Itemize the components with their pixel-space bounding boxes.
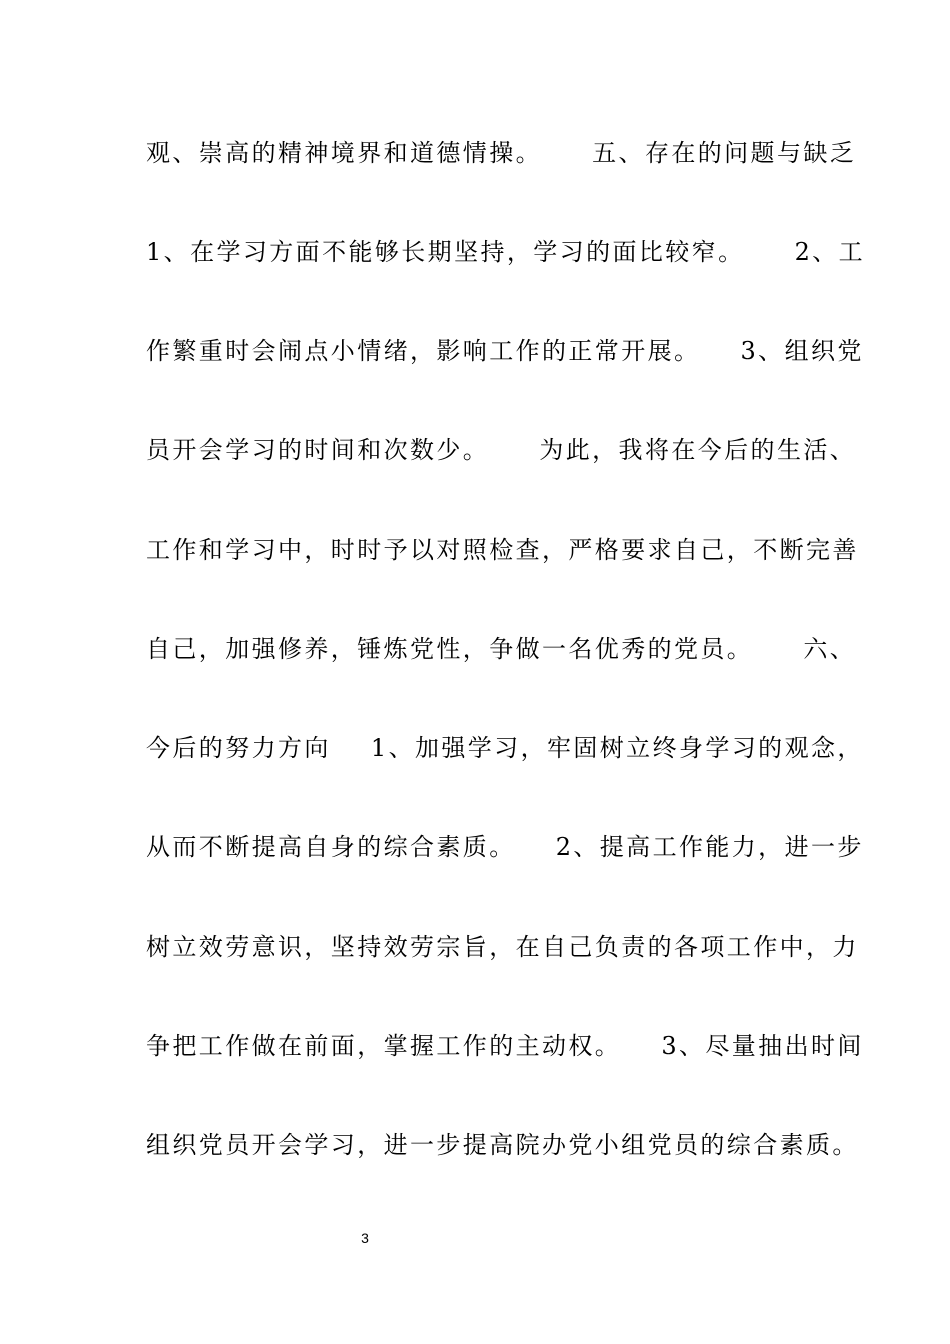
body-text-line: 观、崇高的精神境界和道德情操。 五、存在的问题与缺乏	[146, 139, 857, 167]
body-text-line: 员开会学习的时间和次数少。 为此，我将在今后的生活、	[146, 436, 857, 464]
body-text-line: 工作和学习中，时时予以对照检查，严格要求自己，不断完善	[146, 536, 859, 564]
body-text-line: 从而不断提高自身的综合素质。 2、提高工作能力，进一步	[146, 833, 864, 861]
body-text-line: 争把工作做在前面，掌握工作的主动权。 3、尽量抽出时间	[146, 1032, 864, 1060]
body-text-line: 今后的努力方向 1、加强学习，牢固树立终身学习的观念，	[146, 734, 864, 762]
body-text-line: 树立效劳意识，坚持效劳宗旨，在自己负责的各项工作中，力	[146, 933, 859, 961]
body-text-line: 作繁重时会闹点小情绪，影响工作的正常开展。 3、组织党	[146, 337, 864, 365]
page-number: 3	[361, 1230, 369, 1246]
body-text-line: 自己，加强修养，锤炼党性，争做一名优秀的党员。 六、	[146, 635, 857, 663]
body-text-line: 组织党员开会学习，进一步提高院办党小组党员的综合素质。	[146, 1131, 859, 1159]
body-text-line: 1、在学习方面不能够长期坚持，学习的面比较窄。 2、工	[146, 238, 866, 266]
